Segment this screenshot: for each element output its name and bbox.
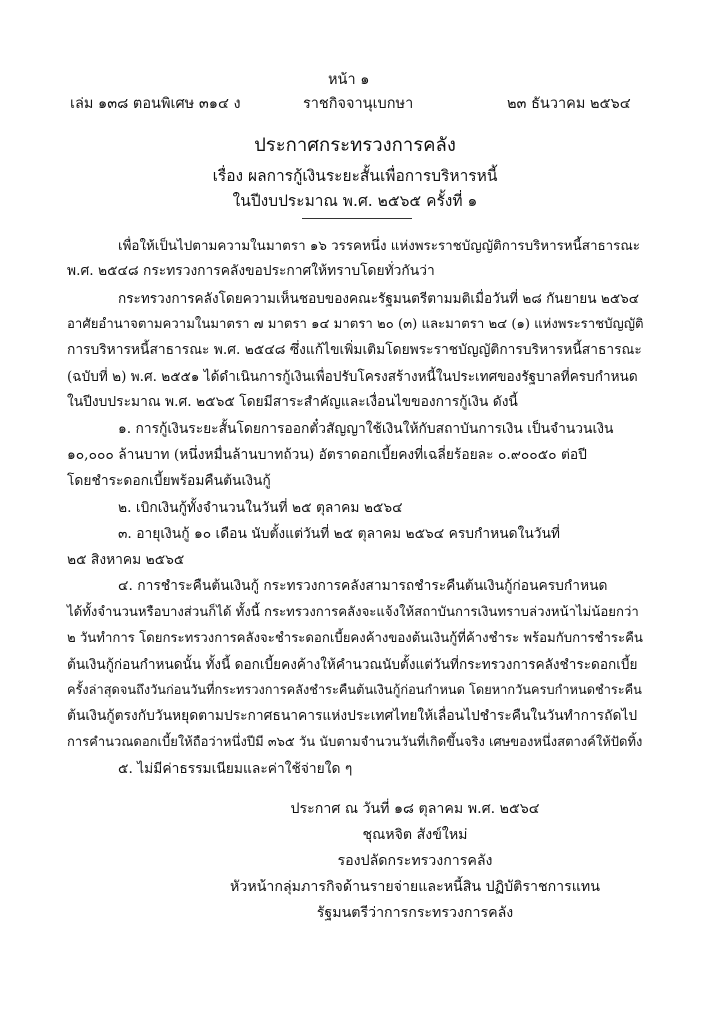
- body-line: ๑. การกู้เงินระยะสั้นโดยการออกตั๋วสัญญาใช้เงินให้กับสถาบันการเงิน เป็นจำนวนเงิน: [118, 421, 614, 437]
- page-number: หน้า ๑: [328, 72, 370, 88]
- signer-name: ชุณหจิต สังข์ใหม่: [362, 827, 468, 843]
- subject-line-2: ในปีงบประมาณ พ.ศ. ๒๕๖๕ ครั้งที่ ๑: [232, 192, 478, 210]
- body-line: เพื่อให้เป็นไปตามความในมาตรา ๑๖ วรรคหนึ่ง แห่งพระราชบัญญัติการบริหารหนี้สาธารณะ: [118, 239, 640, 254]
- body-line: การบริหารหนี้สาธารณะ พ.ศ. ๒๕๔๘ ซึ่งแก้ไขเพิ่มเติมโดยพระราชบัญญัติการบริหารหนี้สาธารณะ: [67, 342, 642, 358]
- body-line: ต้นเงินกู้ตรงกับวันหยุดตามประกาศธนาคารแห่งประเทศไทยให้เลื่อนไปชำระคืนในวันทำการถัดไป: [67, 708, 638, 724]
- announce-date: ประกาศ ณ วันที่ ๑๘ ตุลาคม พ.ศ. ๒๕๖๔: [290, 801, 540, 817]
- body-line: ๓. อายุเงินกู้ ๑๐ เดือน นับตั้งแต่วันที่ ๒๕ ตุลาคม ๒๕๖๔ ครบกำหนดในวันที่: [118, 526, 561, 542]
- body-line: ได้ทั้งจำนวนหรือบางส่วนก็ได้ ทั้งนี้ กระทรวงการคลังจะแจ้งให้สถาบันการเงินทราบล่วงหน้าไม่น้อยกว่า: [67, 605, 639, 620]
- body-line: โดยชำระดอกเบี้ยพร้อมคืนต้นเงินกู้: [67, 473, 271, 489]
- signer-position-2: หัวหน้ากลุ่มภารกิจด้านรายจ่ายและหนี้สิน ปฏิบัติราชการแทน: [230, 879, 600, 895]
- gazette-name: ราชกิจจานุเบกษา: [303, 96, 414, 112]
- title-divider: [302, 218, 412, 219]
- body-line: พ.ศ. ๒๕๔๘ กระทรวงการคลังขอประกาศให้ทราบโดยทั่วกันว่า: [67, 263, 435, 279]
- announcement-title: ประกาศกระทรวงการคลัง: [254, 135, 456, 156]
- body-line: ๒๕ สิงหาคม ๒๕๖๕: [67, 552, 185, 568]
- body-line: อาศัยอำนาจตามความในมาตรา ๗ มาตรา ๑๔ มาตรา ๒๐ (๓) และมาตรา ๒๔ (๑) แห่งพระราชบัญญัติ: [67, 317, 644, 332]
- body-line: ๒ วันทำการ โดยกระทรวงการคลังจะชำระดอกเบี้ยคงค้างของต้นเงินกู้ที่ค้างชำระ พร้อมกับการชำระคืน: [67, 631, 643, 646]
- signer-position-3: รัฐมนตรีว่าการกระทรวงการคลัง: [316, 905, 514, 921]
- body-line: ครั้งล่าสุดจนถึงวันก่อนวันที่กระทรวงการคลังชำระคืนต้นเงินกู้ก่อนกำหนด โดยหากวันครบกำหนดชำระคืน: [67, 683, 642, 698]
- body-line: ๑๐,๐๐๐ ล้านบาท (หนึ่งหมื่นล้านบาทถ้วน) อัตราดอกเบี้ยคงที่เฉลี่ยร้อยละ ๐.๙๐๐๕๐ ต่อปี: [67, 447, 587, 463]
- body-line: ในปีงบประมาณ พ.ศ. ๒๕๖๕ โดยมีสาระสำคัญและเงื่อนไขของการกู้เงิน ดังนี้: [67, 394, 518, 410]
- subject-line-1: เรื่อง ผลการกู้เงินระยะสั้นเพื่อการบริหารหนี้: [212, 167, 498, 185]
- body-line: การคำนวณดอกเบี้ยให้ถือว่าหนึ่งปีมี ๓๖๕ วัน นับตามจำนวนวันที่เกิดขึ้นจริง เศษของหนึ่งสตางค์ให้ปัดทิ้ง: [67, 735, 643, 750]
- signer-position-1: รองปลัดกระทรวงการคลัง: [337, 853, 493, 869]
- body-line: ต้นเงินกู้ก่อนกำหนดนั้น ทั้งนี้ ดอกเบี้ยคงค้างให้คำนวณนับตั้งแต่วันที่กระทรวงการคลังชำระดอกเบี้ย: [67, 657, 638, 673]
- body-line: ๕. ไม่มีค่าธรรมเนียมและค่าใช้จ่ายใด ๆ: [118, 761, 353, 777]
- body-line: กระทรวงการคลังโดยความเห็นชอบของคณะรัฐมนตรีตามมติเมื่อวันที่ ๒๘ กันยายน ๒๕๖๔: [118, 291, 640, 307]
- gazette-date: ๒๓ ธันวาคม ๒๕๖๔: [507, 96, 631, 112]
- body-line: (ฉบับที่ ๒) พ.ศ. ๒๕๕๑ ได้ดำเนินการกู้เงินเพื่อปรับโครงสร้างหนี้ในประเทศของรัฐบาลที่ครบกำหนด: [67, 369, 638, 385]
- gazette-volume: เล่ม ๑๓๘ ตอนพิเศษ ๓๑๔ ง: [70, 96, 241, 112]
- body-line: ๒. เบิกเงินกู้ทั้งจำนวนในวันที่ ๒๕ ตุลาคม ๒๕๖๔: [118, 500, 403, 516]
- body-line: ๔. การชำระคืนต้นเงินกู้ กระทรวงการคลังสามารถชำระคืนต้นเงินกู้ก่อนครบกำหนด: [118, 578, 608, 594]
